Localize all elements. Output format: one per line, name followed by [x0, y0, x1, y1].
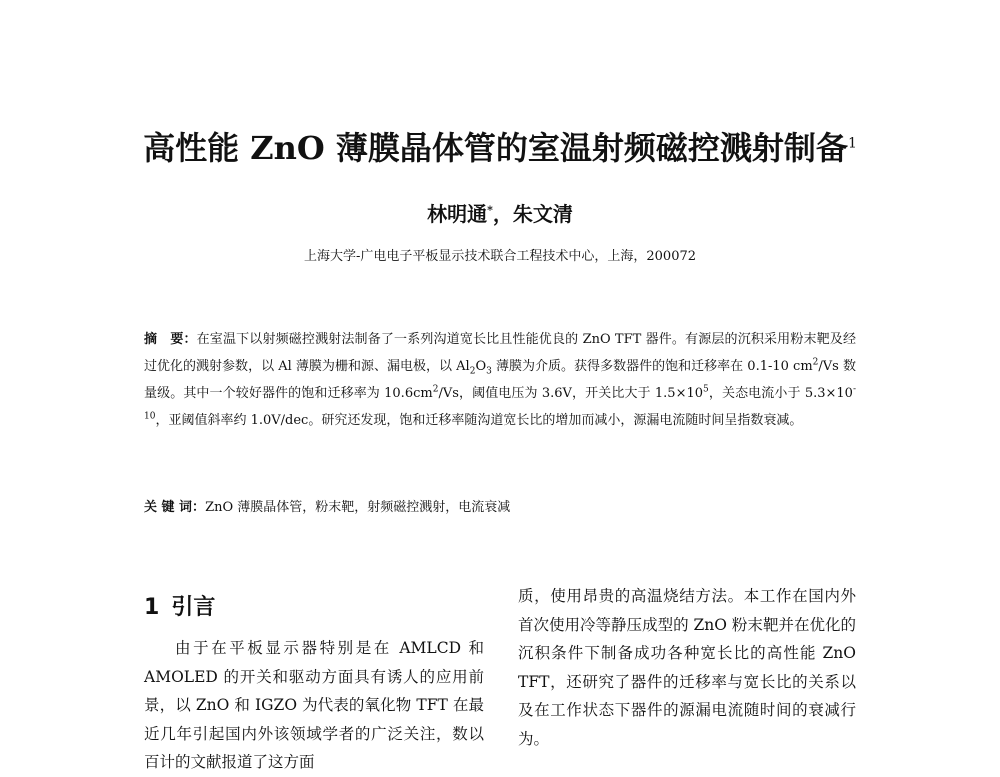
abstract	[144, 326, 856, 434]
abstract-superscript-4: -10	[144, 384, 856, 422]
keywords-text: ZnO 薄膜晶体管，粉末靶，射频磁控溅射，电流衰减	[205, 500, 511, 515]
author-2: 朱文清	[512, 202, 573, 226]
abstract-label: 摘 要：	[144, 332, 197, 347]
abstract-text-7: ，亚阈值斜率约 1.0V/dec。研究还发现，饱和迁移率随沟道宽长比的增加而减小，源漏电流随时间呈指数衰减。	[155, 413, 803, 428]
abstract-superscript-1: 2	[812, 357, 819, 368]
section-heading	[144, 592, 484, 624]
section-number: 1	[144, 595, 160, 620]
abstract-subscript-1: 2	[469, 366, 476, 377]
title-footnote-mark: 1	[847, 135, 857, 152]
keywords-label: 关 键 词：	[144, 500, 206, 515]
keywords	[144, 496, 856, 520]
section-title: 引言	[171, 595, 216, 620]
affiliation: 上海大学-广电电子平板显示技术联合工程技术中心，上海，200072	[303, 249, 697, 264]
abstract-subscript-2: 3	[486, 366, 492, 377]
intro-paragraph: 由于在平板显示器特别是在 AMLCD 和 AMOLED 的开关和驱动方面具有诱人的应用前景，以 ZnO 和 IGZO 为代表的氧化物 TFT 在最近几年引起国内外该领域学者的广泛关注，数以百计的文献报道了这方面	[144, 639, 484, 771]
abstract-superscript-2: 2	[432, 384, 439, 395]
abstract-text-2: O	[475, 359, 487, 374]
left-column	[144, 592, 484, 777]
corresponding-author-mark: *	[487, 203, 493, 217]
author-separator: ，	[492, 202, 513, 226]
author-1: 林明通	[427, 202, 488, 226]
title-text: 高性能 ZnO 薄膜晶体管的室温射频磁控溅射制备	[143, 129, 848, 167]
abstract-text-1: 在室温下以射频磁控溅射法制备了一系列沟道宽长比且性能优良的 ZnO TFT 器件。有源层的沉积采用粉末靶及经过优化的溅射参数，以 Al 薄膜为栅和源、漏电极，以 Al	[144, 332, 856, 374]
abstract-superscript-3: 5	[703, 384, 709, 395]
abstract-text-4: /Vs 数量级。其中一个较好器件的饱和迁移率为 10.6cm	[144, 359, 856, 401]
right-column	[518, 582, 856, 753]
abstract-text-3: 薄膜为介质。获得多数器件的饱和迁移率在 0.1-10 cm	[491, 359, 813, 374]
author-line	[0, 200, 1000, 228]
right-column-paragraph: 质，使用昂贵的高温烧结方法。本工作在国内外首次使用冷等静压成型的 ZnO 粉末靶并在优化的沉积条件下制备成功各种宽长比的高性能 ZnO TFT，还研究了器件的迁移率与宽长比的关系以及在工作状态下器件的源漏电流随时间的衰减行为。	[518, 587, 856, 748]
abstract-text-5: /Vs，阈值电压为 3.6V，开关比大于 1.5×10	[438, 386, 704, 401]
paper-title	[0, 128, 1000, 168]
abstract-text-6: ，关态电流小于 5.3×10	[708, 386, 853, 401]
